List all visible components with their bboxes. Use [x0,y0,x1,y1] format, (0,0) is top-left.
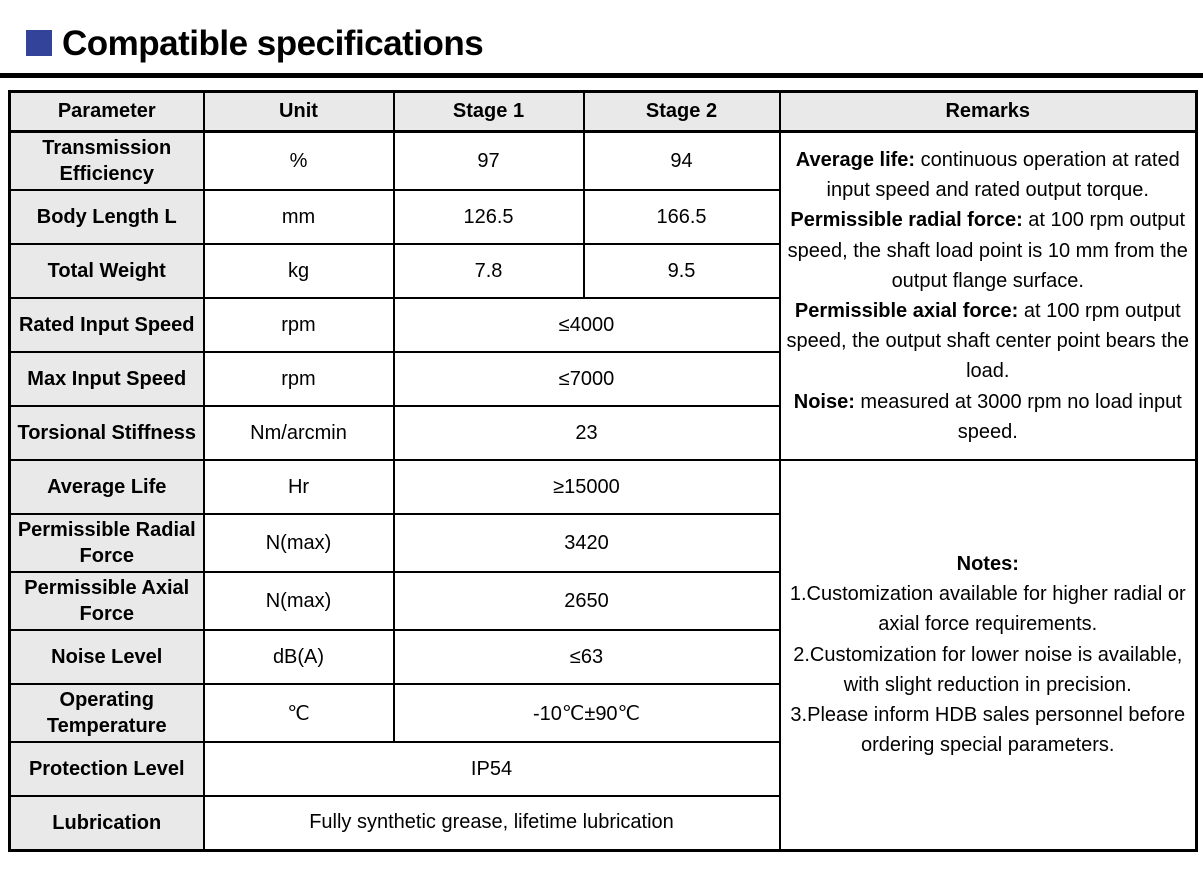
unit-cell: mm [204,190,394,244]
notes-title: Notes: [956,553,1019,576]
merged-value-cell: ≤7000 [394,352,780,406]
col-header-parameter: Parameter [10,92,204,132]
section-header [26,22,1203,64]
merged-value-cell: IP54 [204,742,780,796]
unit-cell: Hr [204,460,394,514]
unit-cell: dB(A) [204,630,394,684]
stage1-cell: 126.5 [394,190,584,244]
table-row [10,460,1197,514]
param-cell: Average Life [10,460,204,514]
page-title: Compatible specifications [62,23,484,63]
unit-cell: kg [204,244,394,298]
unit-cell: N(max) [204,514,394,572]
remarks-cell-definitions [780,132,1197,461]
merged-value-cell: -10℃±90℃ [394,684,780,742]
remarks-cell-notes [780,460,1197,850]
param-cell: Operating Temperature [10,684,204,742]
unit-cell: rpm [204,352,394,406]
param-cell: Torsional Stiffness [10,406,204,460]
param-cell: Total Weight [10,244,204,298]
merged-value-cell: 3420 [394,514,780,572]
merged-value-cell: 23 [394,406,780,460]
stage1-cell: 7.8 [394,244,584,298]
merged-value-cell: ≥15000 [394,460,780,514]
stage2-cell: 94 [584,132,780,191]
unit-cell: rpm [204,298,394,352]
note-item: 3.Please inform HDB sales personnel before ordering special parameters. [790,704,1186,757]
merged-value-cell: ≤63 [394,630,780,684]
col-header-unit: Unit [204,92,394,132]
stage2-cell: 166.5 [584,190,780,244]
param-cell: Lubrication [10,796,204,850]
note-item: 1.Customization available for higher radial or axial force requirements. [789,583,1186,636]
stage1-cell: 97 [394,132,584,191]
param-cell: Transmission Efficiency [10,132,204,191]
section-bullet-icon [26,30,52,56]
unit-cell: % [204,132,394,191]
col-header-remarks: Remarks [780,92,1197,132]
merged-value-cell: Fully synthetic grease, lifetime lubrication [204,796,780,850]
stage2-cell: 9.5 [584,244,780,298]
unit-cell: ℃ [204,684,394,742]
unit-cell: N(max) [204,572,394,630]
remark-line: Average life: continuous operation at rated input speed and rated output torque. [795,149,1180,202]
title-underline [0,73,1203,78]
param-cell: Noise Level [10,630,204,684]
remark-line: Permissible axial force: at 100 rpm output speed, the output shaft center point bears the load. [786,300,1189,383]
merged-value-cell: ≤4000 [394,298,780,352]
table-row [10,132,1197,191]
note-item: 2.Customization for lower noise is available, with slight reduction in precision. [793,643,1183,696]
col-header-stage2: Stage 2 [584,92,780,132]
param-cell: Protection Level [10,742,204,796]
remark-line: Noise: measured at 3000 rpm no load input speed. [793,390,1182,443]
param-cell: Body Length L [10,190,204,244]
param-cell: Permissible Radial Force [10,514,204,572]
param-cell: Max Input Speed [10,352,204,406]
param-cell: Permissible Axial Force [10,572,204,630]
remark-line: Permissible radial force: at 100 rpm output speed, the shaft load point is 10 mm from the output flange surface. [787,209,1188,292]
merged-value-cell: 2650 [394,572,780,630]
param-cell: Rated Input Speed [10,298,204,352]
header-row [10,92,1197,132]
col-header-stage1: Stage 1 [394,92,584,132]
unit-cell: Nm/arcmin [204,406,394,460]
spec-table [8,90,1198,852]
